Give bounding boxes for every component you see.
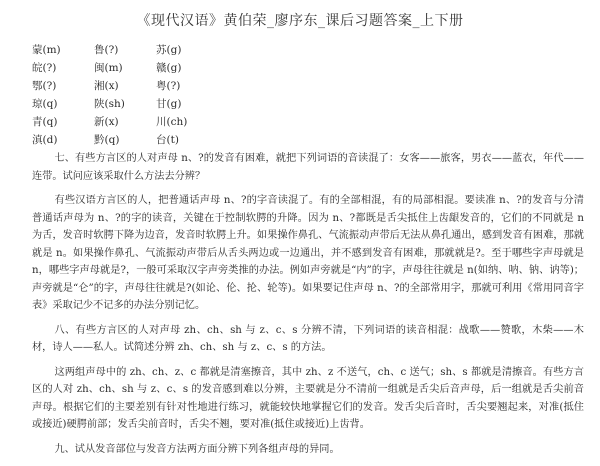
char-cell: 台(t) — [156, 134, 179, 146]
answer-8-paragraph: 这两组声母中的 zh、ch、z、c 都就是清塞擦音，其中 zh、z 不送气，ch、c 送气；sh、s 都就是清擦音。有些方言区的人对 zh、ch、sh 与 z、c、s 的发音感到难以分辨，主要就是分不清前一组就是舌尖后音声母，后一组就是舌尖前音声母。根据它们的主要差别有针对性地进行练习，就能较快地掌握它们的发音。发舌尖后音时，舌尖要翘起来，对准(抵住或接近)硬腭前部；发舌尖前音时，舌尖不翘，要对准(抵住或接近)上齿背。 — [32, 366, 584, 430]
province-char-table — [32, 41, 218, 149]
char-table-row — [32, 95, 218, 113]
char-cell: 鄂(?) — [32, 80, 57, 92]
char-table-row — [32, 41, 218, 59]
char-table-row — [32, 59, 218, 77]
answer-body — [32, 150, 584, 458]
char-table-row — [32, 113, 218, 131]
char-cell: 粤(?) — [156, 80, 181, 92]
char-cell: 闽(m) — [94, 62, 123, 74]
char-cell: 陕(sh) — [94, 98, 125, 110]
question-9-paragraph: 九、试从发音部位与发音方法两方面分辨下列各组声母的异同。 — [54, 443, 340, 455]
char-table-row — [32, 131, 218, 149]
char-cell: 青(q) — [32, 116, 58, 128]
char-cell: 琼(q) — [32, 98, 58, 110]
char-cell: 苏(g) — [156, 44, 182, 56]
char-cell: 蒙(m) — [32, 44, 61, 56]
char-cell: 新(x) — [94, 116, 119, 128]
question-8-paragraph: 八、有些方言区的人对声母 zh、ch、sh 与 z、c、s 分辨不清，下列词语的读音相混：战歌——赞歌，木柴——木材，诗人——私人。试简述分辨 zh、ch、sh 与 z、c、s 的方法。 — [32, 324, 584, 353]
char-cell: 皖(?) — [32, 62, 57, 74]
char-cell: 甘(g) — [156, 98, 182, 110]
char-cell: 滇(d) — [32, 134, 58, 146]
char-cell: 赣(g) — [156, 62, 182, 74]
char-cell: 湘(x) — [94, 80, 119, 92]
answer-7-paragraph: 有些汉语方言区的人，把普通话声母 n、?的字音读混了。有的全部相混，有的局部相混。要读准 n、?的发音与分清普通话声母为 n、?的字的读音，关键在于控制软腭的升降。因为 n、?都既是舌尖抵住上齿龈发音的，它们的不同就是 n 为舌，发音时软腭下降为边音，发音时软腭上升。如果操作鼻孔、气流振动声带后无法从鼻孔通出，感到发音有困难，那就就是 n。如果操作鼻孔、气流振动声带后从舌头两边或一边通出，并不感到发音有困难，那就就是?。至于哪些字声母就是 n，哪些字声母就是?，一般可采取汉字声旁类推的办法。例如声旁就是“内”的字，声母往往就是 n(如纳、呐、钠、讷等)；声旁就是“仑”的字，声母往往就是?(如论、伦、抡、轮等)。如果要记住声母 n、?的全部常用字，那就可利用《常用同音字表》采取记少不记多的办法分别记忆。 — [32, 195, 584, 311]
char-cell: 川(ch) — [156, 116, 188, 128]
char-table-row — [32, 77, 218, 95]
char-cell: 黔(q) — [94, 134, 120, 146]
char-cell: 鲁(?) — [94, 44, 119, 56]
question-7-paragraph: 七、有些方言区的人对声母 n、?的发音有困难，就把下列词语的音读混了：女客——旅客，男衣——蓝衣，年代——连带。试问应该采取什么方法去分辨？ — [32, 153, 584, 182]
document-title: 《现代汉语》黄伯荣_廖序东_课后习题答案_上下册 — [136, 13, 464, 29]
